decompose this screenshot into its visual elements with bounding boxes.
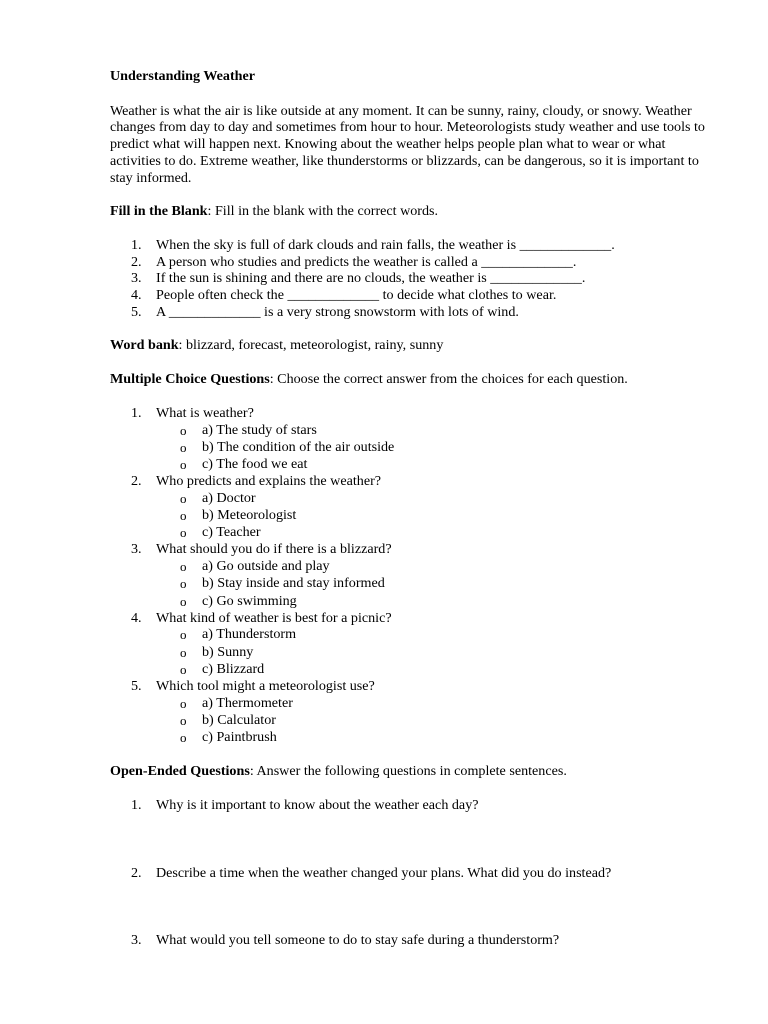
option-text: a) Thunderstorm <box>202 626 297 643</box>
option-text: b) Meteorologist <box>202 507 297 524</box>
question-text: Who predicts and explains the weather? <box>156 473 382 490</box>
option-list <box>156 626 715 678</box>
open-ended-instruction: : Answer the following questions in complete sentences. <box>249 763 567 780</box>
item-number: 1. <box>131 236 142 253</box>
bullet-icon: o <box>180 627 187 643</box>
fill-blank-list <box>110 237 715 321</box>
question-number: 3. <box>131 541 142 558</box>
bullet-icon: o <box>180 593 187 609</box>
question-number: 4. <box>131 609 142 626</box>
item-number: 3. <box>131 270 142 287</box>
option-text: c) Teacher <box>202 524 261 541</box>
intro-paragraph: Weather is what the air is like outside at any moment. It can be sunny, rainy, cloudy, or snowy. Weather changes from day to day and sometimes from hour to hour. Meteorologists study weather and use tools to predict what will happen next. Knowing about the weather helps people plan what to wear or what activities to do. Extreme weather, like thunderstorms or blizzards, can be dangerous, so it is important to stay informed. <box>110 102 705 186</box>
fill-blank-instruction: : Fill in the blank with the correct words. <box>207 203 439 220</box>
mc-question <box>110 541 715 609</box>
answer-option <box>156 558 715 575</box>
question-number: 5. <box>131 678 142 695</box>
option-text: c) Paintbrush <box>202 729 277 746</box>
option-list <box>156 490 715 542</box>
option-text: c) Go swimming <box>202 592 297 609</box>
bullet-icon: o <box>180 490 187 506</box>
fill-blank-header <box>110 203 715 220</box>
answer-option <box>156 729 715 746</box>
answer-option <box>156 695 715 712</box>
open-ended-header <box>110 763 715 780</box>
fill-blank-item <box>110 254 715 271</box>
mc-question <box>110 678 715 746</box>
item-number: 5. <box>131 303 142 320</box>
question-text: Why is it important to know about the weather each day? <box>156 797 479 814</box>
item-text: A person who studies and predicts the weather is called a _____________. <box>156 253 577 270</box>
bullet-icon: o <box>180 525 187 541</box>
bullet-icon: o <box>180 644 187 660</box>
answer-option <box>156 507 715 524</box>
fill-blank-heading: Fill in the Blank <box>110 203 208 220</box>
fill-blank-item <box>110 304 715 321</box>
open-ended-heading: Open-Ended Questions <box>110 763 250 780</box>
open-ended-list <box>110 797 715 1000</box>
item-number: 4. <box>131 287 142 304</box>
multiple-choice-instruction: : Choose the correct answer from the choices for each question. <box>269 371 628 388</box>
word-bank-words: : blizzard, forecast, meteorologist, rainy, sunny <box>178 337 444 354</box>
bullet-icon: o <box>180 439 187 455</box>
question-text: What is weather? <box>156 404 254 421</box>
item-text: People often check the _____________ to decide what clothes to wear. <box>156 287 557 304</box>
bullet-icon: o <box>180 730 187 746</box>
question-number: 2. <box>131 864 142 881</box>
bullet-icon: o <box>180 508 187 524</box>
option-text: b) Calculator <box>202 712 276 728</box>
option-text: b) Sunny <box>202 643 254 660</box>
option-text: c) Blizzard <box>202 660 265 677</box>
answer-option <box>156 439 715 456</box>
item-text: When the sky is full of dark clouds and rain falls, the weather is _____________. <box>156 236 615 253</box>
mc-question <box>110 405 715 473</box>
question-number: 2. <box>131 473 142 490</box>
option-list <box>156 558 715 610</box>
open-question <box>110 932 715 1000</box>
answer-option <box>156 490 715 507</box>
multiple-choice-heading: Multiple Choice Questions <box>110 371 270 388</box>
answer-option <box>156 712 715 729</box>
answer-option <box>156 456 715 473</box>
answer-option <box>156 575 715 592</box>
bullet-icon: o <box>180 456 187 472</box>
bullet-icon: o <box>180 661 187 677</box>
bullet-icon: o <box>180 713 187 728</box>
option-text: a) Doctor <box>202 489 256 506</box>
item-text: If the sun is shining and there are no clouds, the weather is _____________. <box>156 270 586 287</box>
option-list <box>156 422 715 474</box>
option-text: c) The food we eat <box>202 455 308 472</box>
option-text: a) Go outside and play <box>202 558 330 575</box>
question-text: Which tool might a meteorologist use? <box>156 678 375 695</box>
word-bank-heading: Word bank <box>110 337 179 354</box>
multiple-choice-header <box>110 371 715 388</box>
question-number: 3. <box>131 932 142 949</box>
item-number: 2. <box>131 253 142 270</box>
mc-question <box>110 473 715 541</box>
answer-option <box>156 593 715 610</box>
question-text: What should you do if there is a blizzard? <box>156 541 392 558</box>
page-title: Understanding Weather <box>110 68 255 84</box>
mc-question <box>110 610 715 678</box>
question-number: 1. <box>131 404 142 421</box>
option-text: a) Thermometer <box>202 694 293 711</box>
worksheet-page <box>110 68 715 1000</box>
question-text: What would you tell someone to do to stay safe during a thunderstorm? <box>156 932 560 949</box>
bullet-icon: o <box>180 695 187 711</box>
word-bank <box>110 337 715 354</box>
answer-option <box>156 644 715 661</box>
item-text: A _____________ is a very strong snowstorm with lots of wind. <box>156 303 519 320</box>
option-text: b) The condition of the air outside <box>202 438 395 455</box>
bullet-icon: o <box>180 559 187 575</box>
question-text: Describe a time when the weather changed your plans. What did you do instead? <box>156 864 612 881</box>
fill-blank-item <box>110 270 715 287</box>
option-list <box>156 695 715 747</box>
answer-option <box>156 661 715 678</box>
fill-blank-item <box>110 287 715 304</box>
answer-option <box>156 524 715 541</box>
answer-option <box>156 422 715 439</box>
bullet-icon: o <box>180 576 187 592</box>
open-question <box>110 797 715 865</box>
question-number: 1. <box>131 797 142 814</box>
question-text: What kind of weather is best for a picnic? <box>156 609 392 626</box>
option-text: b) Stay inside and stay informed <box>202 575 385 592</box>
fill-blank-item <box>110 237 715 254</box>
option-text: a) The study of stars <box>202 421 317 438</box>
multiple-choice-list <box>110 405 715 747</box>
answer-option <box>156 626 715 643</box>
open-question <box>110 865 715 933</box>
bullet-icon: o <box>180 422 187 438</box>
